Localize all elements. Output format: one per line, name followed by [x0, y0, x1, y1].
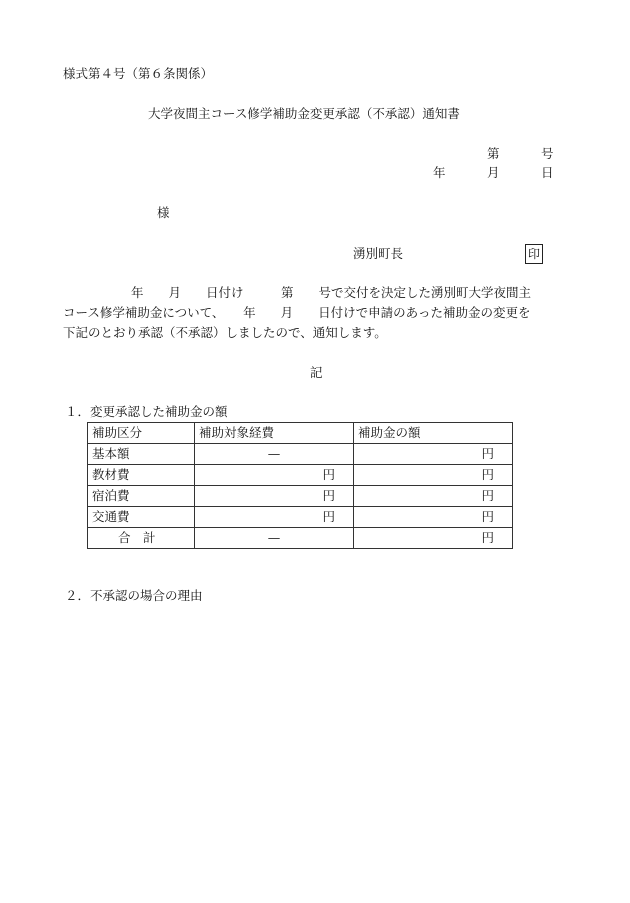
doc-number-dai: 第 — [487, 146, 500, 161]
row-label: 教材費 — [88, 465, 195, 486]
section-1-heading: １．変更承認した補助金の額 — [65, 404, 228, 419]
table-row — [88, 507, 513, 528]
body-line-3: 下記のとおり承認（不承認）しましたので、通知します。 — [63, 325, 387, 340]
date-year: 年 — [433, 165, 446, 180]
amount-cell: 円 — [354, 507, 513, 528]
doc-number-go: 号 — [541, 146, 554, 161]
subsidy-table — [87, 422, 513, 549]
table-header-row — [88, 423, 513, 444]
date-day: 日 — [541, 165, 554, 180]
body-line-1: 年 月 日付け 第 号で交付を決定した湧別町大学夜間主 — [131, 285, 532, 300]
issuer-name: 湧別町長 — [353, 246, 404, 261]
expense-cell: 円 — [195, 465, 354, 486]
form-label: 様式第４号（第６条関係） — [63, 66, 214, 81]
seal-box: 印 — [525, 244, 543, 264]
row-label: 基本額 — [88, 444, 195, 465]
amount-cell: 円 — [354, 444, 513, 465]
recipient-suffix: 様 — [157, 205, 170, 220]
expense-cell: 円 — [195, 486, 354, 507]
table-row — [88, 465, 513, 486]
expense-cell: — — [195, 528, 354, 549]
table-header: 補助金の額 — [354, 423, 513, 444]
row-label: 宿泊費 — [88, 486, 195, 507]
amount-cell: 円 — [354, 528, 513, 549]
table-header: 補助区分 — [88, 423, 195, 444]
expense-cell: — — [195, 444, 354, 465]
date-month: 月 — [487, 165, 500, 180]
table-row — [88, 528, 513, 549]
table-header: 補助対象経費 — [195, 423, 354, 444]
document-title: 大学夜間主コース修学補助金変更承認（不承認）通知書 — [148, 106, 460, 121]
ki-heading: 記 — [310, 365, 323, 380]
expense-cell: 円 — [195, 507, 354, 528]
table-row — [88, 486, 513, 507]
amount-cell: 円 — [354, 465, 513, 486]
table-row — [88, 444, 513, 465]
row-label: 合 計 — [88, 528, 195, 549]
body-line-2: コース修学補助金について、 年 月 日付けで申請のあった補助金の変更を — [63, 305, 531, 320]
section-2-heading: ２．不承認の場合の理由 — [65, 588, 203, 603]
row-label: 交通費 — [88, 507, 195, 528]
amount-cell: 円 — [354, 486, 513, 507]
